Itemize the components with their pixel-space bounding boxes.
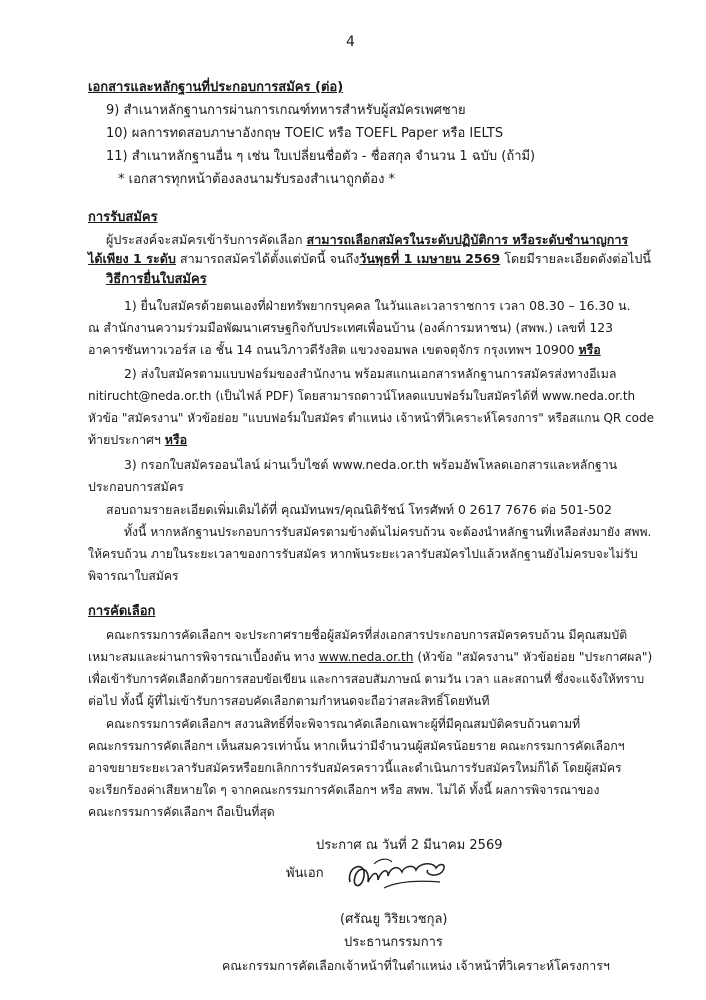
page-number: 4 bbox=[346, 34, 355, 50]
method-3-line-1: 3) กรอกใบสมัครออนไลน์ ผ่านเว็บไซต์ www.neda.or.th พร้อมอัพโหลดเอกสารและหลักฐาน bbox=[124, 457, 618, 472]
method-2-line-4 bbox=[88, 432, 187, 448]
committee-name: คณะกรรมการคัดเลือกเจ้าหน้าที่ในตำแหน่ง เจ้าหน้าที่วิเคราะห์โครงการฯ bbox=[222, 958, 610, 973]
announcement-date: ประกาศ ณ วันที่ 2 มีนาคม 2569 bbox=[316, 838, 503, 853]
method-2-line-3: หัวข้อ "สมัครงาน" หัวข้อย่อย "แบบฟอร์มใบสมัคร ตำแหน่ง เจ้าหน้าที่วิเคราะห์โครงการ" หรือสแกน QR code bbox=[88, 411, 655, 425]
method-2-line-1: 2) ส่งใบสมัครตามแบบฟอร์มของสำนักงาน พร้อมสแกนเอกสารหลักฐานการสมัครส่งทางอีเมล bbox=[124, 366, 617, 381]
select-p1-line-4: ต่อไป ทั้งนี้ ผู้ที่ไม่เข้ารับการสอบคัดเลือกตามกำหนดจะถือว่าสละสิทธิ์โดยทันที bbox=[88, 694, 490, 708]
signer-rank: พันเอก bbox=[286, 866, 324, 881]
neda-website-link[interactable]: www.neda.or.th bbox=[318, 650, 414, 664]
apply-text: โดยมีรายละเอียดดังต่อไปนี้ bbox=[500, 251, 651, 266]
apply-paragraph-line-1 bbox=[106, 232, 628, 248]
select-p1-line-1: คณะกรรมการคัดเลือกฯ จะประกาศรายชื่อผู้สมัครที่ส่งเอกสารประกอบการสมัครครบถ้วน มีคุณสมบัติ bbox=[106, 628, 628, 642]
select-p1-line-3: เพื่อเข้ารับการคัดเลือกด้วยการสอบข้อเขียน และการสอบสัมภาษณ์ ตามวัน เวลา และสถานที่ ซึ่งจะแจ้งให้ทราบ bbox=[88, 672, 645, 686]
missing-docs-line-2: ให้ครบถ้วน ภายในระยะเวลาของการรับสมัคร หากพ้นระยะเวลารับสมัครไปแล้วหลักฐานยังไม่ครบจะไม่รับ bbox=[88, 547, 638, 561]
method-2-attachment: ท้ายประกาศฯ bbox=[88, 432, 165, 447]
select-p2-line-5: คณะกรรมการคัดเลือกฯ ถือเป็นที่สุด bbox=[88, 805, 275, 819]
apply-text: สามารถสมัครได้ตั้งแต่บัดนี้ จนถึง bbox=[175, 251, 360, 266]
apply-deadline: วันพุธที่ 1 เมษายน 2569 bbox=[359, 251, 501, 266]
apply-text: ผู้ประสงค์จะสมัครเข้ารับการคัดเลือก bbox=[106, 232, 307, 247]
docs-heading: เอกสารและหลักฐานที่ประกอบการสมัคร (ต่อ) bbox=[88, 80, 344, 95]
apply-heading: การรับสมัคร bbox=[88, 210, 158, 225]
select-p2-line-1: คณะกรรมการคัดเลือกฯ สงวนสิทธิ์ที่จะพิจารณาคัดเลือกเฉพาะผู้ที่มีคุณสมบัติครบถ้วนตามที่ bbox=[106, 717, 581, 731]
method-1-line-2: ณ สำนักงานความร่วมมือพัฒนาเศรษฐกิจกับประเทศเพื่อนบ้าน (องค์การมหาชน) (สพพ.) เลขที่ 123 bbox=[88, 320, 614, 335]
select-text: (หัวข้อ "สมัครงาน" หัวข้อย่อย "ประกาศผล") bbox=[413, 650, 653, 664]
contact-info: สอบถามรายละเอียดเพิ่มเติมได้ที่ คุณมัทนพร/คุณนิติรัชน์ โทรศัพท์ 0 2617 7676 ต่อ 501-502 bbox=[106, 502, 612, 517]
method-1-line-1: 1) ยื่นใบสมัครด้วยตนเองที่ฝ่ายทรัพยากรบุคคล ในวันและเวลาราชการ เวลา 08.30 – 16.30 น. bbox=[124, 298, 631, 313]
docs-note: * เอกสารทุกหน้าต้องลงนามรับรองสำเนาถูกต้อง * bbox=[118, 172, 396, 187]
method-1-address: อาคารซันทาวเวอร์ส เอ ชั้น 14 ถนนวิภาวดีรังสิต แขวงจอมพล เขตจตุจักร กรุงเทพฯ 10900 bbox=[88, 342, 579, 357]
select-p2-line-2: คณะกรรมการคัดเลือกฯ เห็นสมควรเท่านั้น หากเห็นว่ามีจำนวนผู้สมัครน้อยราย คณะกรรมการคัดเลือกฯ bbox=[88, 739, 625, 753]
doc-item-11: 11) สำเนาหลักฐานอื่น ๆ เช่น ใบเปลี่ยนชื่อตัว - ชื่อสกุล จำนวน 1 ฉบับ (ถ้ามี) bbox=[106, 149, 536, 164]
select-p1-line-2 bbox=[88, 649, 652, 665]
method-2-line-2: nitirucht@neda.or.th (เป็นไฟล์ PDF) โดยสามารถดาวน์โหลดแบบฟอร์มใบสมัครได้ที่ www.neda.or.th bbox=[88, 389, 636, 403]
apply-paragraph-line-2 bbox=[88, 251, 651, 267]
select-p2-line-4: จะเรียกร้องค่าเสียหายใด ๆ จากคณะกรรมการคัดเลือกฯ หรือ สพพ. ไม่ได้ ทั้งนี้ ผลการพิจารณาของ bbox=[88, 783, 600, 797]
missing-docs-line-1: ทั้งนี้ หากหลักฐานประกอบการรับสมัครตามข้างต้นไม่ครบถ้วน จะต้องนำหลักฐานที่เหลือส่งมายัง สพพ. bbox=[124, 525, 652, 539]
select-text: เหมาะสมและผ่านการพิจารณาเบื้องต้น ทาง bbox=[88, 650, 319, 664]
method-1-line-3 bbox=[88, 342, 601, 358]
doc-item-10: 10) ผลการทดสอบภาษาอังกฤษ TOEIC หรือ TOEFL Paper หรือ IELTS bbox=[106, 126, 504, 141]
methods-heading: วิธีการยื่นใบสมัคร bbox=[106, 272, 207, 287]
apply-one-level: ได้เพียง 1 ระดับ bbox=[88, 251, 176, 266]
select-p2-line-3: อาจขยายระยะเวลารับสมัครหรือยกเลิกการรับสมัครคราวนี้และดำเนินการรับสมัครใหม่ก็ได้ โดยผู้สมัคร bbox=[88, 761, 622, 775]
apply-level-choice: สามารถเลือกสมัครในระดับปฏิบัติการ หรือระดับชำนาญการ bbox=[306, 232, 629, 247]
signer-position: ประธานกรรมการ bbox=[344, 935, 443, 950]
or-label: หรือ bbox=[164, 432, 188, 447]
method-3-line-2: ประกอบการสมัคร bbox=[88, 479, 184, 494]
doc-item-9: 9) สำเนาหลักฐานการผ่านการเกณฑ์ทหารสำหรับผู้สมัครเพศชาย bbox=[106, 103, 466, 118]
handwritten-signature bbox=[344, 852, 454, 900]
select-heading: การคัดเลือก bbox=[88, 604, 156, 619]
missing-docs-line-3: พิจารณาใบสมัคร bbox=[88, 569, 179, 583]
or-label: หรือ bbox=[578, 342, 601, 357]
signer-name: (ศรัณยู วิริยเวชกุล) bbox=[340, 912, 448, 927]
